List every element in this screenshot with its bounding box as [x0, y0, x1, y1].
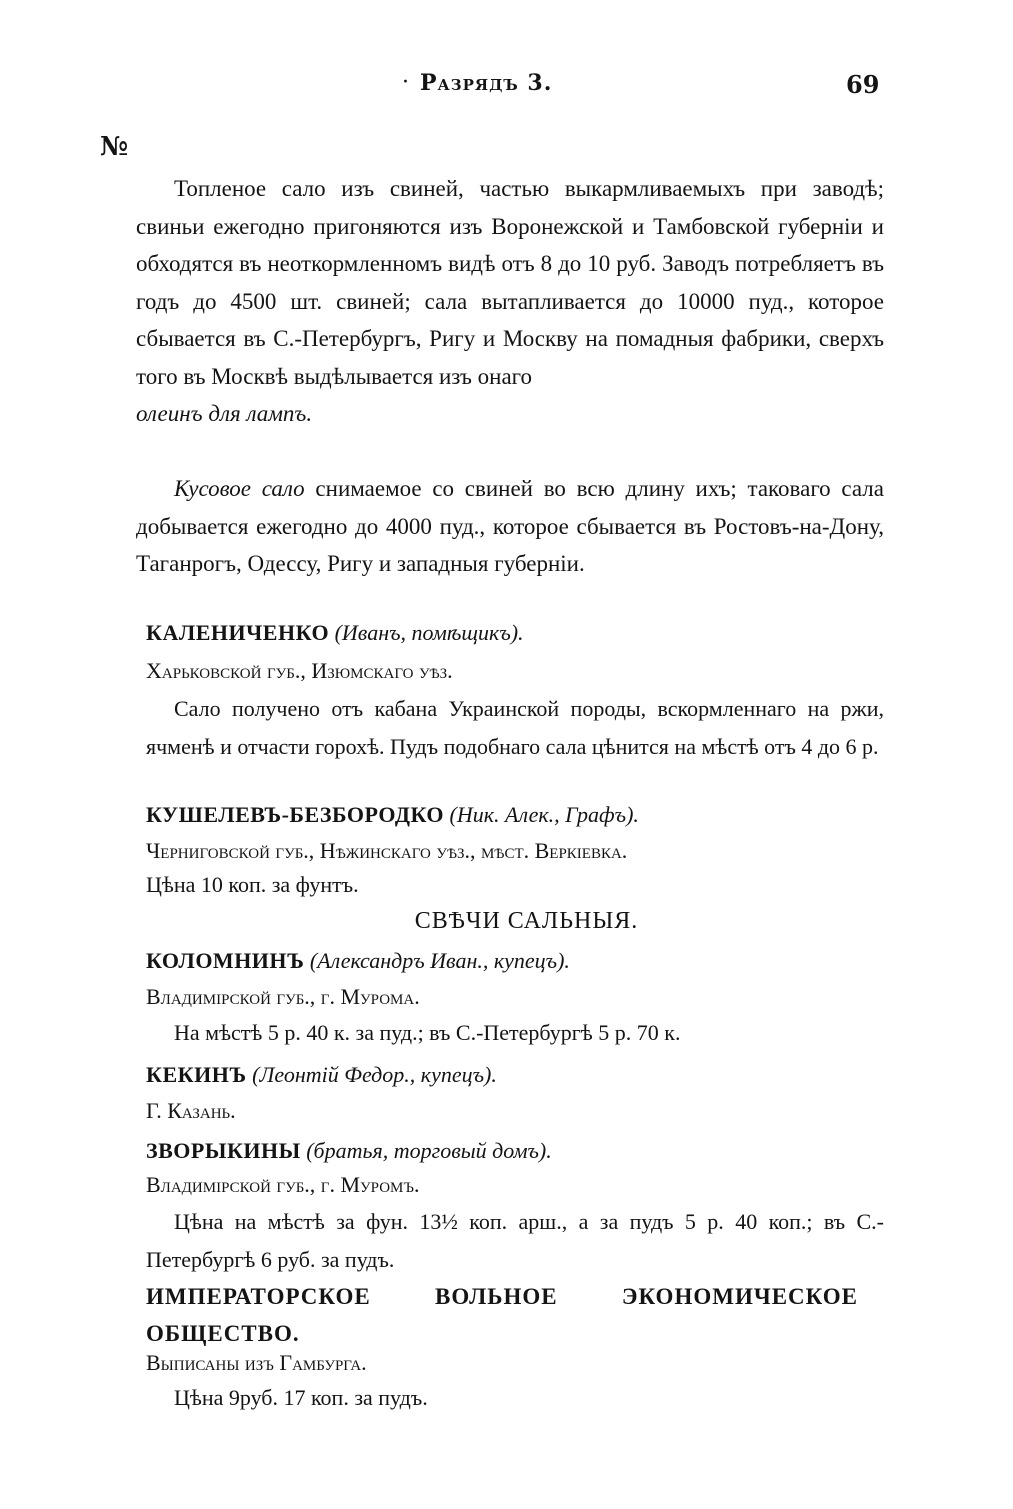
- entry-location: Владимірской губ., г. Мурома.: [146, 984, 420, 1009]
- kusovoe-body: снимаемое со свиней во всю длину ихъ; таковаго сала добывается ежегодно до 4000 пуд., которое сбывается въ Ростовъ-на-Дону, Таганрогъ, Одессу, Ригу и западныя губерніи.: [136, 476, 884, 576]
- entry-note: Сало получено отъ кабана Украинской породы, вскормленнаго на ржи, ячменѣ и отчасти горохѣ. Пудъ подобнаго сала цѣнится на мѣстѣ отъ 4 до 6 р.: [146, 696, 884, 759]
- entry-desc: (Иванъ, помѣщикъ).: [334, 620, 524, 645]
- entry-note: Цѣна 10 коп. за фунтъ.: [146, 872, 359, 897]
- entry-desc: (Александръ Иван., купецъ).: [309, 948, 570, 973]
- running-title: Разрядъ 3.: [420, 70, 553, 96]
- entry-name: ЗВОРЫКИНЫ: [146, 1138, 301, 1163]
- entry-desc: (Ник. Алек., Графъ).: [449, 802, 639, 827]
- section-title: СВѢЧИ САЛЬНЫЯ.: [414, 908, 639, 934]
- entry-heading: [146, 1062, 497, 1088]
- number-sign: №: [100, 132, 129, 162]
- entry-desc: (Леонтій Федор., купецъ).: [252, 1062, 497, 1087]
- olein-line: олеинъ для лампъ.: [136, 401, 313, 426]
- entry-name: КАЛЕНИЧЕНКО: [146, 620, 330, 645]
- entry-desc: (братья, торговый домъ).: [306, 1138, 552, 1163]
- entry-heading: [146, 802, 639, 828]
- society-name: ИМПЕРАТОРСКОЕ ВОЛЬНОЕ ЭКОНОМИЧЕСКОЕ ОБЩЕСТВО.: [146, 1284, 858, 1346]
- entry-heading: [146, 620, 524, 646]
- entry-location: Харьковской губ., Изюмскаго уѣз.: [146, 658, 453, 683]
- paragraph-main: Топленое сало изъ свиней, частью выкармливаемыхъ при заводѣ; свиньи ежегодно пригоняются изъ Воронежской и Тамбовской губерніи и обходятся въ неоткормленномъ видѣ отъ 8 до 10 руб. Заводъ потребляетъ въ годъ до 4500 шт. свиней; сала вытапливается до 10000 пуд., которое сбывается въ С.-Петербургъ, Ригу и Москву на помадныя фабрики, сверхъ того въ Москвѣ выдѣлывается изъ онаго: [136, 176, 884, 389]
- entry-name: КУШЕЛЕВЪ-БЕЗБОРОДКО: [146, 802, 445, 827]
- entry-heading: [146, 948, 570, 974]
- kusovoe-term: Кусовое сало: [174, 476, 305, 501]
- entry-name: КЕКИНЪ: [146, 1062, 247, 1087]
- page-number: 69: [846, 70, 880, 99]
- kusovoe-paragraph: [136, 470, 884, 583]
- entry-heading: [146, 1138, 552, 1164]
- entry-name: КОЛОМНИНЪ: [146, 948, 305, 973]
- entry-location: Черниговской губ., Нѣжинскаго уѣз., мѣст. Веркіевка.: [146, 838, 628, 863]
- header-ornament: ·: [402, 70, 409, 95]
- entry-location: Г. Казань.: [146, 1098, 236, 1123]
- society-location: Выписаны изъ Гамбурга.: [146, 1350, 367, 1375]
- tallow-description: [136, 170, 884, 433]
- entry-location: Владимірской губ., г. Муромъ.: [146, 1172, 420, 1197]
- paragraph-main-end: [136, 395, 884, 433]
- entry-note: На мѣстѣ 5 р. 40 к. за пуд.; въ С.-Петербургѣ 5 р. 70 к.: [174, 1020, 681, 1045]
- society-note: Цѣна 9руб. 17 коп. за пудъ.: [174, 1385, 428, 1410]
- kusovoe-text: [136, 470, 884, 583]
- entry-note: Цѣна на мѣстѣ за фун. 13½ коп. арш., а за пудъ 5 р. 40 коп.; въ С.-Петербургѣ 6 руб. за пудъ.: [146, 1209, 884, 1272]
